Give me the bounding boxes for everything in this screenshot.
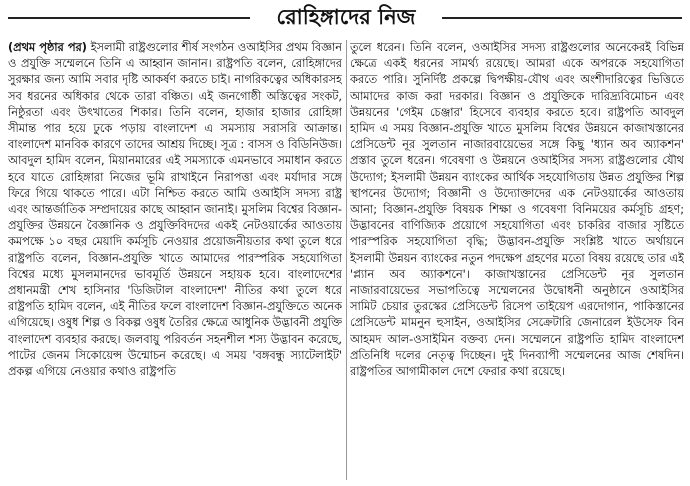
headline-bar xyxy=(0,0,690,36)
headline-rule-left xyxy=(8,17,250,19)
article-column-2 xyxy=(350,40,684,480)
column-divider xyxy=(346,40,347,480)
headline-rule-right xyxy=(442,17,682,19)
column-1-text: ইসলামী রাষ্ট্রগুলোর শীর্ষ সংগঠন ওআইসির প্রথম বিজ্ঞান ও প্রযুক্তি সম্মেলনে তিনি এ আহ্বান জানান। রাষ্ট্রপতি বলেন, রোহিঙ্গাদের সুরক্ষার জন্য আমি সবার দৃষ্টি আকর্ষণ করতে চাই। নাগরিকত্বের অধিকারসহ সব ধরনের অধিকার থেকে তারা বঞ্চিত। এই জনগোষ্ঠী অস্তিত্বের সংকট, নিষ্ঠুরতা এবং উৎখাতের শিকার। তিনি বলেন, হাজার হাজার রোহিঙ্গা সীমান্ত পার হয়ে ঢুকে পড়ায় বাংলাদেশ এ সমস্যায় সরাসরি আক্রান্ত। বাংলাদেশ মানবিক কারণে তাদের আশ্রয় দিচ্ছে। সূত্র : বাসস ও বিডিনিউজ। আবদুল হামিদ বলেন, মিয়ানমারের এই সমস্যাকে এমনভাবে সমাধান করতে হবে যাতে রোহিঙ্গারা নিজের ভূমি রাখাইনে নিরাপত্তা এবং মর্যাদার সঙ্গে ফিরে গিয়ে থাকতে পারে। এটা নিশ্চিত করতে আমি ওআইসি সদস্য রাষ্ট্র এবং আন্তর্জাতিক সম্প্রদায়ের কাছে আহ্বান জানাই। মুসলিম বিশ্বের বিজ্ঞান-প্রযুক্তির উন্নয়নে বৈজ্ঞানিক ও প্রযুক্তিবিদদের একই নেটওয়ার্কের আওতায় কমপক্ষে ১০ বছর মেয়াদি কর্মসূচি নেওয়ার প্রয়োজনীয়তার কথা তুলে ধরে রাষ্ট্রপতি বলেন, বিজ্ঞান-প্রযুক্তি খাতে আমাদের পারস্পরিক সহযোগিতা বিশ্বের মধ্যে মুসলমানদের ভাবমূর্তি উন্নয়নে সহায়ক হবে। বাংলাদেশের প্রধানমন্ত্রী শেখ হাসিনার 'ডিজিটাল বাংলাদেশ' নীতির কথা তুলে ধরে রাষ্ট্রপতি হামিদ বলেন, এই নীতির ফলে বাংলাদেশ বিজ্ঞান-প্রযুক্তিতে অনেক এগিয়েছে। ওষুধ শিল্প ও বিকল্প ওষুধ তৈরির ক্ষেত্রে আধুনিক উদ্ভাবনী প্রযুক্তি বাংলাদেশ ব্যবহার করছে। জলবায়ু পরিবর্তন সহনশীল শস্য উদ্ভাবন করেছে, পাটের জেনম সিকোয়েন্স উন্মোচন করেছে। এ সময় 'বঙ্গবন্ধু স্যাটেলাইট' প্রকল্প এগিয়ে নেওয়ার কথাও রাষ্ট্রপতি xyxy=(8,41,342,379)
continued-from-label: (প্রথম পৃষ্ঠার পর) xyxy=(8,41,87,54)
column-1-paragraph xyxy=(8,40,342,380)
column-2-paragraph: তুলে ধরেন। তিনি বলেন, ওআইসির সদস্য রাষ্ট্রগুলোর অনেকেরই বিভিন্ন ক্ষেত্রে একই ধরনের সামর্থ্য রয়েছে। আমরা একে অপরকে সহযোগিতা করতে পারি। সুনির্দিষ্ট প্রকল্পে দ্বিপক্ষীয়-যৌথ এবং অংশীদারিত্বের ভিত্তিতে আমাদের কাজ করা দরকার। বিজ্ঞান ও প্রযুক্তিকে দারিদ্র্যবিমোচন এবং উন্নয়নের 'গেইম চেঞ্জার' হিসেবে ব্যবহার করতে হবে। রাষ্ট্রপতি আবদুল হামিদ এ সময় বিজ্ঞান-প্রযুক্তি খাতে মুসলিম বিশ্বের উন্নয়নে কাজাখস্তানের প্রেসিডেন্ট নূর সুলতান নাজারবায়েভের সঙ্গে কিছু 'ধ্যান অব অ্যাকশন' প্রস্তাব তুলে ধরেন। গবেষণা ও উন্নয়নে ওআইসির সদস্য রাষ্ট্রগুলোর যৌথ উদ্যোগ; ইসলামী উন্নয়ন ব্যাংকের আর্থিক সহযোগিতায় উন্নত প্রযুক্তির শিল্প স্থাপনের উদ্যোগ; বিজ্ঞানী ও উদ্যোক্তাদের এক নেটওয়ার্কের আওতায় আনা; বিজ্ঞান-প্রযুক্তি বিষয়ক শিক্ষা ও গবেষণা বিনিময়ের কর্মসূচি গ্রহণ; উদ্ভাবনের বাণিজ্যিক প্রয়োগে সহযোগিতা এবং চাকরির বাজার সৃষ্টিতে পারস্পরিক সহযোগিতা বৃদ্ধি; উদ্ভাবন-প্রযুক্তি সংশ্লিষ্ট খাতে অর্থায়নে ইসলামী উন্নয়ন ব্যাংকের নতুন পদক্ষেপ গ্রহণের মতো বিষয় রয়েছে তার এই 'প্ল্যান অব অ্যাকশনে'। কাজাখস্তানের প্রেসিডেন্ট নূর সুলতান নাজারবায়েভের সভাপতিত্বে সম্মেলনের উদ্বোধনী অনুষ্ঠানে ওআইসির সামিট চেয়ার তুরস্কের প্রেসিডেন্ট রিসেপ তাইয়েপ এরদোগান, পাকিস্তানের প্রেসিডেন্ট মামনুন হুসাইন, ওআইসির সেক্রেটারি জেনারেল ইউসেফ বিন আহমদ আল-ওসাইমিন বক্তব্য দেন। সম্মেলনে রাষ্ট্রপতি হামিদ বাংলাদেশ প্রতিনিধি দলের নেতৃত্ব দিচ্ছেন। দুই দিনব্যাপী সম্মেলনের আজ শেষদিন। রাষ্ট্রপতির আগামীকাল দেশে ফেরার কথা রয়েছে। xyxy=(350,41,684,379)
article-body xyxy=(8,40,684,480)
article-column-1 xyxy=(8,40,342,480)
article-headline: রোহিঙ্গাদের নিজ xyxy=(276,5,416,29)
